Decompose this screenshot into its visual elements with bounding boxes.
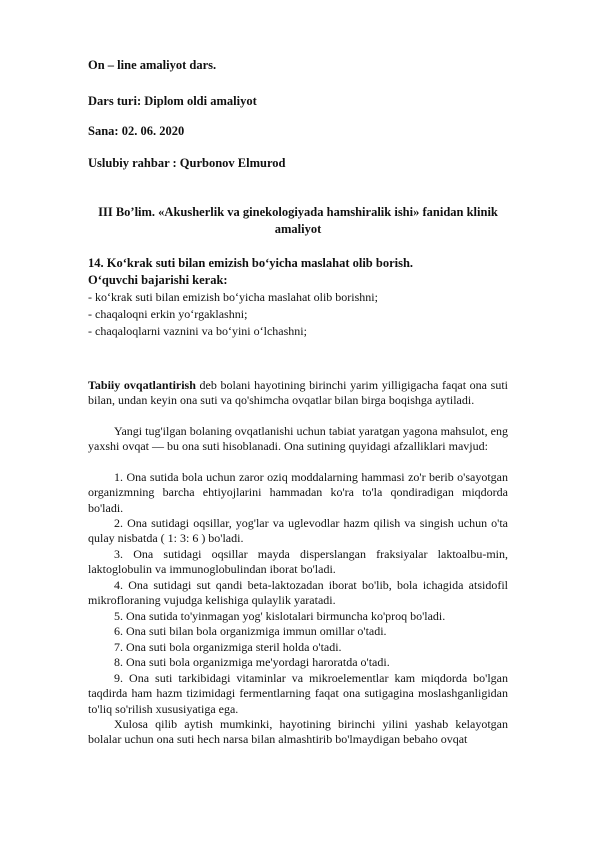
section-title-line-1: III Bo’lim. «Akusherlik va ginekologiyada hamshiralik ishi» fanidan klinik — [98, 205, 498, 219]
body-paragraph: 2. Ona sutidagi oqsillar, yog'lar va uglevodlar hazm qilish va singish uchun o'ta qulay nisbatda ( 1: 3: 6 ) bo'ladi. — [88, 516, 508, 546]
body-paragraph: 7. Ona suti bola organizmiga steril holda o'tadi. — [114, 640, 342, 654]
task-item: - ko‘krak suti bilan emizish bo‘yicha maslahat olib borishni; — [88, 290, 378, 304]
body-paragraph: 1. Ona sutida bola uchun zaror oziq moddalarning hammasi zo'r berib o'sayotgan organizmning barcha ehtiyojlarini hammadan ko'ra to'la qondiradigan miqdorda bo'ladi. — [88, 470, 508, 515]
body-paragraph: 5. Ona sutida to'yinmagan yog' kislotalari birmuncha ko'proq bo'ladi. — [114, 609, 446, 623]
section-title-line-2: amaliyot — [274, 222, 322, 236]
body-paragraph: 6. Ona suti bilan bola organizmiga immun omillar o'tadi. — [114, 624, 387, 638]
intro-paragraph — [88, 378, 508, 409]
task-item: - chaqaloqni erkin yo‘rgaklashni; — [88, 307, 248, 321]
intro-text: deb bolani hayotining birinchi yarim yilligigacha faqat ona suti bilan, undan keyin ona suti va qo'shimcha ovqatlar bilan birga boqishga aytiladi. — [88, 378, 508, 408]
body-paragraph: Xulosa qilib aytish mumkinki, hayotining birinchi yilini yashab kelayotgan bolalar uchun ona suti hech narsa bilan almashtirib bo'lmaydigan bebaho ovqat — [88, 717, 508, 747]
body-paragraph: Yangi tug'ilgan bolaning ovqatlanishi uchun tabiat yaratgan yagona mahsulot, eng yaxshi ovqat — bu ona suti hisoblanadi. Ona sutining quyidagi afzalliklari mavjud: — [88, 424, 508, 454]
body-paragraph: 4. Ona sutidagi sut qandi beta-laktozadan iborat bo'lib, bola ichagida atsidofil mikrofloraning vujudga kelishiga qulaylik yaratadi. — [88, 578, 508, 608]
intro-term: Tabiiy ovqatlantirish — [88, 378, 196, 392]
task-item: - chaqaloqlarni vaznini va bo‘yini o‘lchashni; — [88, 324, 307, 338]
sana-line: Sana: 02. 06. 2020 — [88, 124, 185, 138]
lesson-type-line: On – line amaliyot dars. — [88, 58, 217, 72]
dars-turi-line: Dars turi: Diplom oldi amaliyot — [88, 94, 257, 108]
body-paragraph: 8. Ona suti bola organizmiga me'yordagi haroratda o'tadi. — [114, 655, 390, 669]
rahbar-line: Uslubiy rahbar : Qurbonov Elmurod — [88, 156, 286, 170]
tasks-heading: O‘quvchi bajarishi kerak: — [88, 273, 228, 287]
body-paragraph: 9. Ona suti tarkibidagi vitaminlar va mikroelementlar kam miqdorda bo'lgan taqdirda ham hazm tizimidagi fermentlarning faqat ona sutigagina moslashganligidan to'liq so'rilish xususiyatiga ega. — [88, 671, 508, 716]
topic-title: 14. Ko‘krak suti bilan emizish bo‘yicha maslahat olib borish. — [88, 256, 414, 270]
body-paragraph: 3. Ona sutidagi oqsillar mayda disperslangan fraksiyalar laktoalbu-min, laktoglobulin va immunoglobulindan iborat bo'ladi. — [88, 547, 508, 577]
